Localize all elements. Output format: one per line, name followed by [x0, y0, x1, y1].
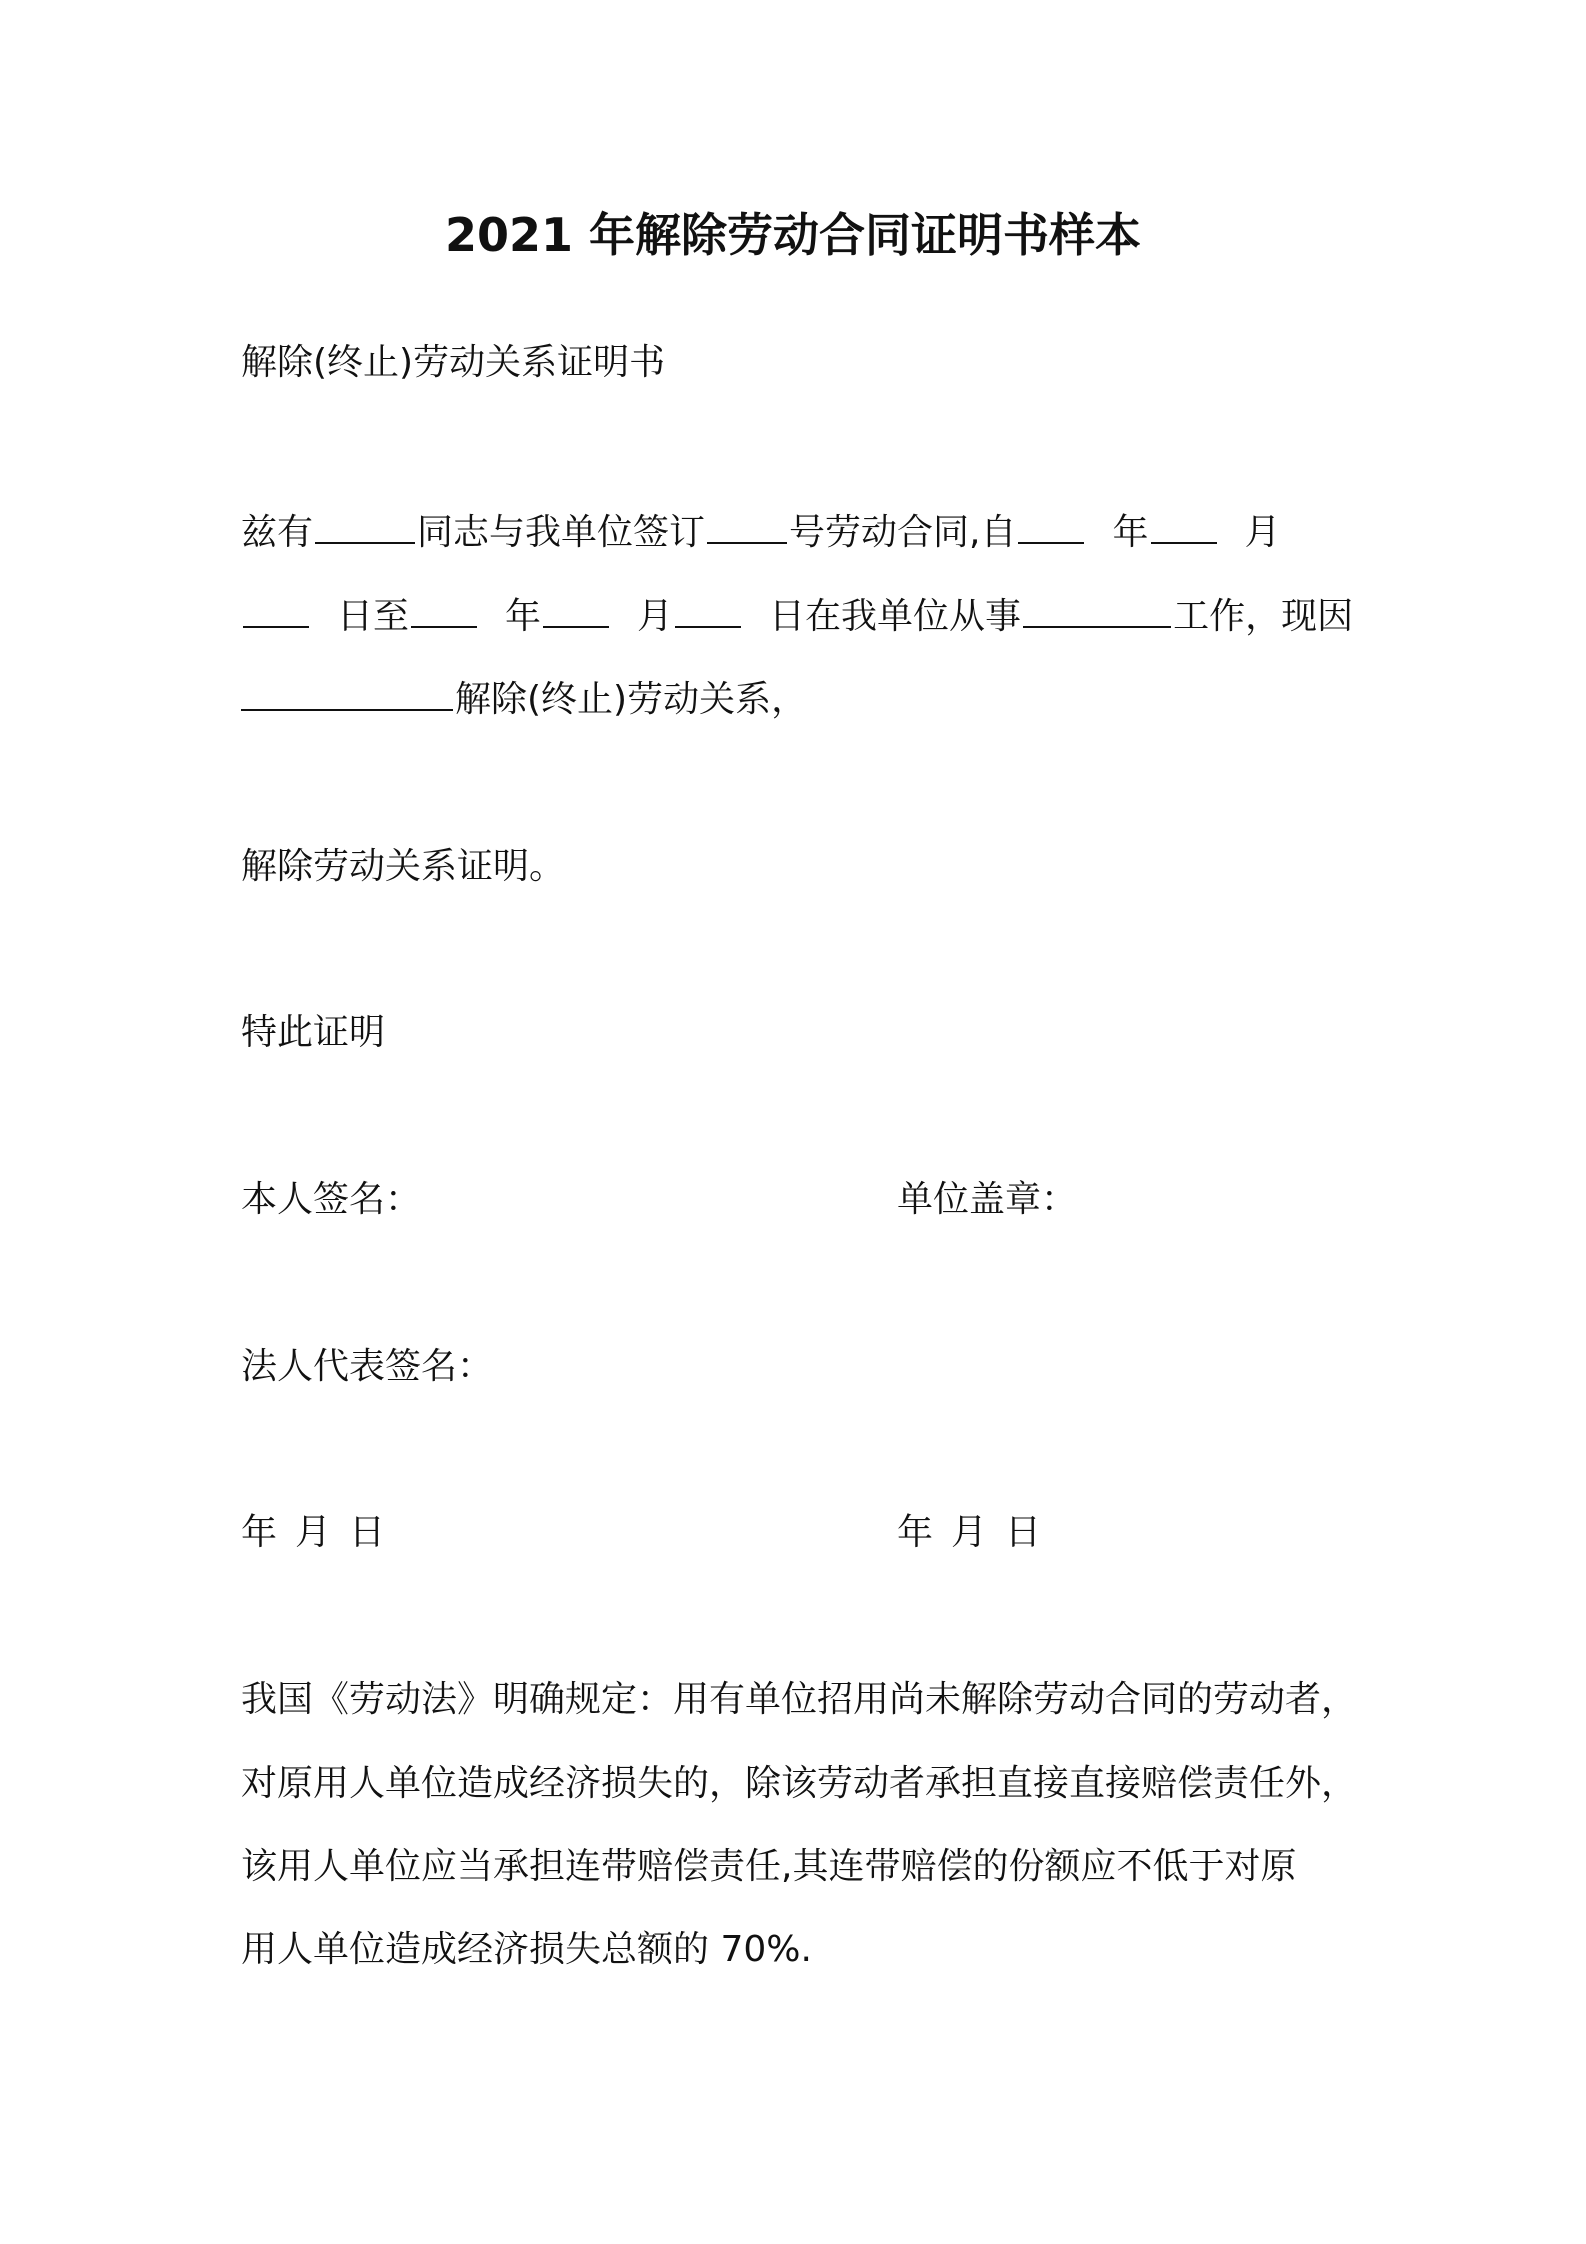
law-note-line-4: 用人单位造成经济损失总额的 70%.: [241, 1929, 812, 1970]
date-day: 日: [1005, 1512, 1042, 1553]
end-day-blank: [675, 592, 741, 628]
body-line-3: [241, 675, 807, 725]
date-right: [897, 1508, 1041, 1558]
end-month-blank: [543, 592, 609, 628]
start-day-blank: [243, 592, 309, 628]
text-segment: 同志与我单位签订: [417, 512, 706, 553]
text-segment: 兹有: [241, 512, 314, 553]
self-signature-label: 本人签名：: [241, 1179, 422, 1220]
certificate-statement: 解除劳动关系证明。: [241, 846, 566, 887]
law-note-line-3: 该用人单位应当承担连带赔偿责任,其连带赔偿的份额应不低于对原: [241, 1846, 1297, 1887]
text-segment: 工作，现因: [1173, 596, 1354, 637]
text-segment: 年: [505, 596, 542, 637]
date-month: 月: [295, 1512, 332, 1553]
hereby-certify: 特此证明: [241, 1012, 386, 1053]
text-segment: 日在我单位从事: [769, 596, 1022, 637]
text-segment: 解除(终止)劳动关系，: [455, 679, 808, 720]
body-line-2: [241, 592, 1353, 642]
name-blank: [315, 508, 415, 544]
date-year: 年: [241, 1512, 278, 1553]
text-segment: 月: [637, 596, 674, 637]
law-note-line-1: 我国《劳动法》明确规定：用有单位招用尚未解除劳动合同的劳动者，: [241, 1679, 1358, 1720]
text-segment: 月: [1244, 512, 1281, 553]
reason-blank: [241, 675, 453, 711]
date-day: 日: [349, 1512, 386, 1553]
end-year-blank: [411, 592, 477, 628]
start-month-blank: [1151, 508, 1217, 544]
text-segment: 年: [1112, 512, 1149, 553]
law-note-line-2: 对原用人单位造成经济损失的，除该劳动者承担直接直接赔偿责任外，: [241, 1763, 1358, 1804]
date-left: [241, 1508, 385, 1558]
body-line-1: [241, 508, 1281, 558]
text-segment: 号劳动合同,自: [789, 512, 1017, 553]
certificate-subtitle: 解除(终止)劳动关系证明书: [241, 342, 666, 383]
date-year: 年: [897, 1512, 934, 1553]
legal-representative-label: 法人代表签名：: [241, 1346, 494, 1387]
document-title: 2021 年解除劳动合同证明书样本: [444, 208, 1142, 262]
contract-number-blank: [707, 508, 787, 544]
start-year-blank: [1018, 508, 1084, 544]
text-segment: 日至: [337, 596, 410, 637]
date-month: 月: [951, 1512, 988, 1553]
unit-seal-label: 单位盖章：: [897, 1179, 1078, 1220]
job-blank: [1023, 592, 1171, 628]
